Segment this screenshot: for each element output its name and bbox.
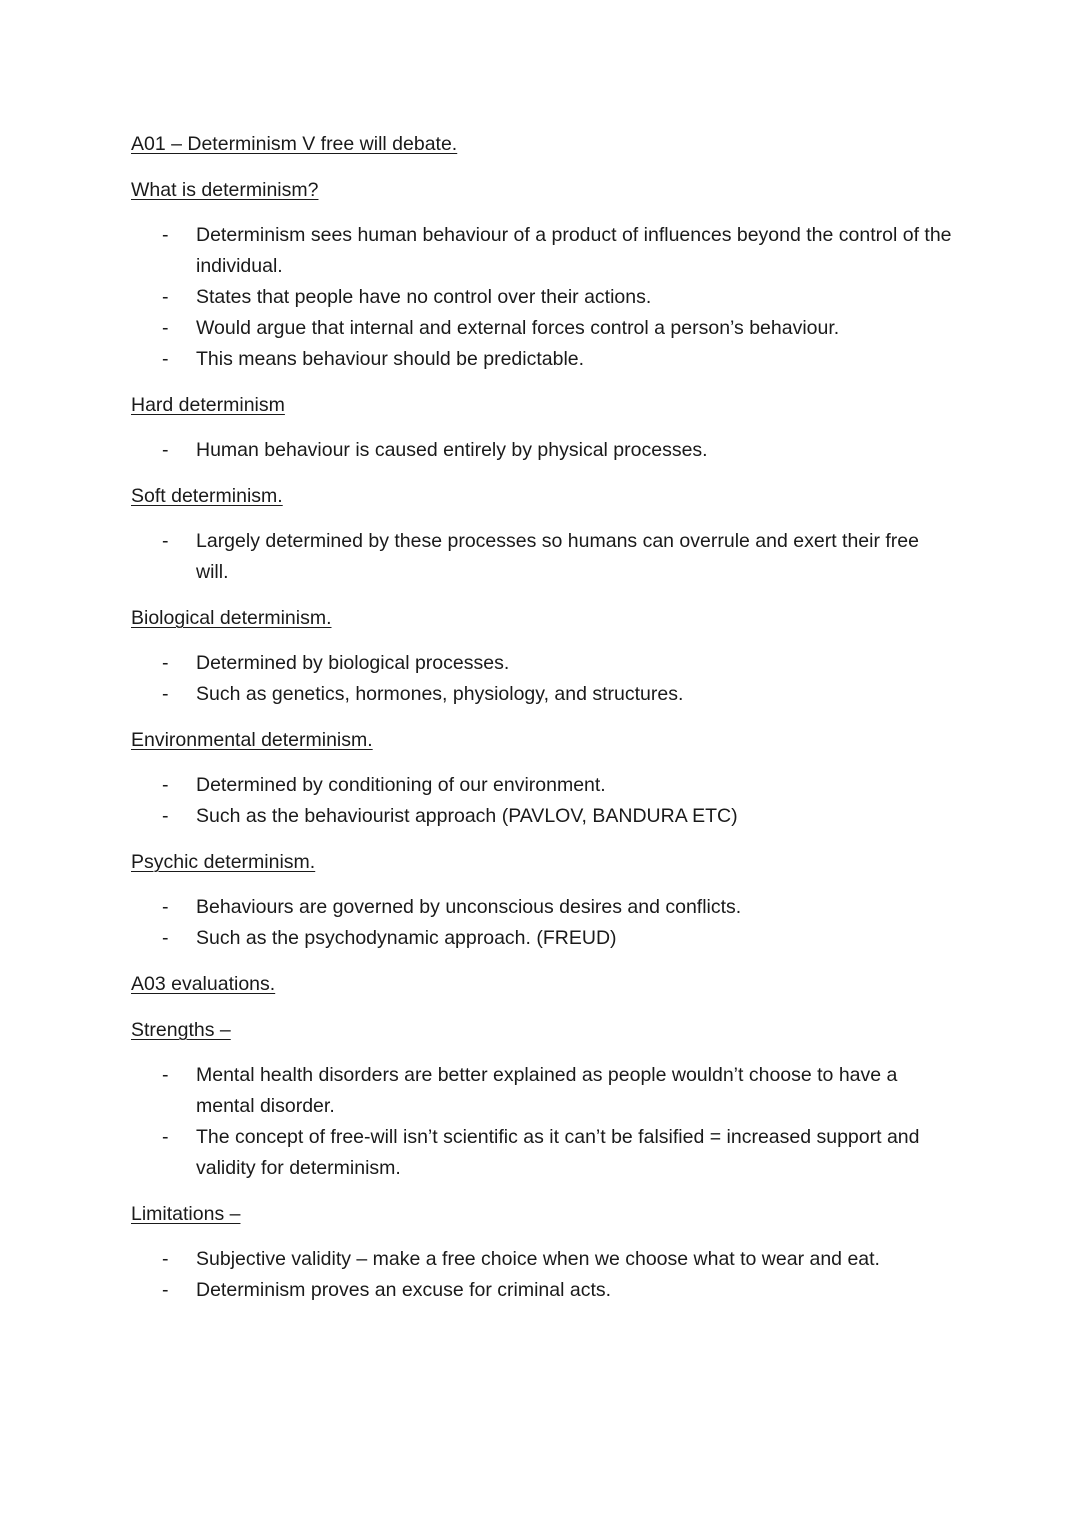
bullet-dash: -	[162, 1248, 169, 1270]
bullet-list-limitations	[131, 1244, 971, 1306]
bullet-dash: -	[162, 286, 169, 308]
list-item	[131, 1122, 971, 1184]
bullet-dash: -	[162, 1064, 169, 1086]
bullet-list-strengths	[131, 1060, 971, 1184]
list-item	[131, 1275, 971, 1306]
list-item-text: States that people have no control over their actions.	[196, 286, 652, 308]
bullet-dash: -	[162, 439, 169, 461]
list-item-text: Subjective validity – make a free choice when we choose what to wear and eat.	[196, 1248, 880, 1270]
section-heading-environmental-determinism: Environmental determinism.	[131, 729, 373, 751]
list-item	[131, 282, 971, 313]
bullet-list-what-is-determinism	[131, 220, 971, 375]
list-item	[131, 344, 971, 375]
list-item	[131, 923, 971, 954]
list-item-text: Determinism proves an excuse for criminal acts.	[196, 1279, 612, 1301]
bullet-dash: -	[162, 530, 169, 552]
document-content	[131, 129, 971, 1321]
bullet-dash: -	[162, 805, 169, 827]
list-item-text: Mental health disorders are better explained as people wouldn’t choose to have a mental disorder.	[196, 1064, 898, 1117]
list-item	[131, 526, 971, 588]
list-item	[131, 892, 971, 923]
section-heading-limitations: Limitations –	[131, 1203, 241, 1225]
section-heading-soft-determinism: Soft determinism.	[131, 485, 283, 507]
list-item-text: Such as the behaviourist approach (PAVLOV, BANDURA ETC)	[196, 805, 738, 827]
list-item	[131, 220, 971, 282]
list-item-text: Behaviours are governed by unconscious desires and conflicts.	[196, 896, 742, 918]
bullet-list-biological-determinism	[131, 648, 971, 710]
list-item	[131, 435, 971, 466]
section-heading-strengths: Strengths –	[131, 1019, 231, 1041]
bullet-dash: -	[162, 683, 169, 705]
bullet-list-soft-determinism	[131, 526, 971, 588]
list-item	[131, 1060, 971, 1122]
bullet-list-hard-determinism	[131, 435, 971, 466]
list-item	[131, 1244, 971, 1275]
section-heading-psychic-determinism: Psychic determinism.	[131, 851, 316, 873]
bullet-dash: -	[162, 348, 169, 370]
list-item	[131, 648, 971, 679]
bullet-dash: -	[162, 224, 169, 246]
bullet-dash: -	[162, 1126, 169, 1148]
list-item-text: Largely determined by these processes so humans can overrule and exert their free will.	[196, 530, 919, 583]
section-heading-ao3-evaluations: A03 evaluations.	[131, 973, 276, 995]
bullet-list-psychic-determinism	[131, 892, 971, 954]
list-item	[131, 679, 971, 710]
list-item-text: The concept of free-will isn’t scientific as it can’t be falsified = increased support and validity for determinism.	[196, 1126, 920, 1179]
section-heading-ao1-debate: A01 – Determinism V free will debate.	[131, 133, 458, 155]
list-item-text: Human behaviour is caused entirely by physical processes.	[196, 439, 708, 461]
bullet-dash: -	[162, 1279, 169, 1301]
list-item	[131, 313, 971, 344]
list-item-text: Determined by conditioning of our environment.	[196, 774, 606, 796]
section-heading-hard-determinism: Hard determinism	[131, 394, 285, 416]
bullet-dash: -	[162, 896, 169, 918]
section-heading-what-is-determinism: What is determinism?	[131, 179, 319, 201]
bullet-dash: -	[162, 317, 169, 339]
list-item	[131, 801, 971, 832]
list-item-text: Would argue that internal and external forces control a person’s behaviour.	[196, 317, 840, 339]
list-item-text: Such as genetics, hormones, physiology, and structures.	[196, 683, 684, 705]
list-item-text: Such as the psychodynamic approach. (FREUD)	[196, 927, 617, 949]
bullet-dash: -	[162, 774, 169, 796]
list-item	[131, 770, 971, 801]
section-heading-biological-determinism: Biological determinism.	[131, 607, 332, 629]
bullet-dash: -	[162, 927, 169, 949]
list-item-text: This means behaviour should be predictable.	[196, 348, 585, 370]
bullet-list-environmental-determinism	[131, 770, 971, 832]
list-item-text: Determined by biological processes.	[196, 652, 510, 674]
list-item-text: Determinism sees human behaviour of a product of influences beyond the control of the individual.	[196, 224, 952, 277]
bullet-dash: -	[162, 652, 169, 674]
